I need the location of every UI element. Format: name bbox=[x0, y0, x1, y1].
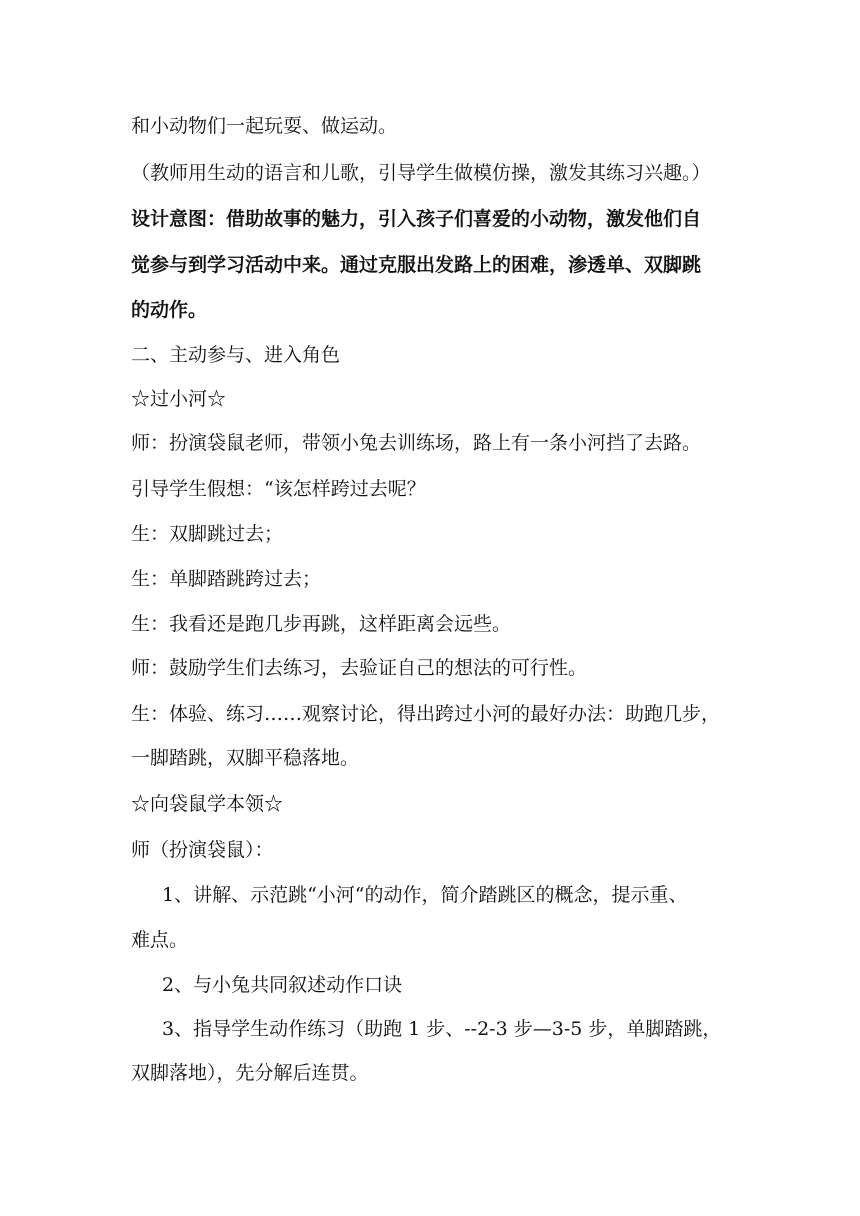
text-line: 师（扮演袋鼠）： bbox=[131, 839, 274, 861]
subsection-heading: ☆过小河☆ bbox=[131, 388, 227, 410]
text-line: 生：体验、练习……观察讨论，得出跨过小河的最好办法：助跑几步， bbox=[131, 703, 721, 725]
text-line: 难点。 bbox=[131, 929, 189, 951]
text-line: （教师用生动的语言和儿歌，引导学生做模仿操，激发其练习兴趣。） bbox=[131, 162, 711, 184]
text-line: 生：单脚踏跳跨过去； bbox=[131, 568, 322, 590]
text-line: 生：我看还是跑几步再跳，这样距离会远些。 bbox=[131, 613, 512, 635]
text-line: 师：扮演袋鼠老师，带领小兔去训练场，路上有一条小河挡了去路。 bbox=[131, 432, 702, 454]
text-line: 和小动物们一起玩耍、做运动。 bbox=[131, 115, 398, 137]
text-line: 生：双脚跳过去； bbox=[131, 523, 284, 545]
list-item: 2、与小兔共同叙述动作口诀 bbox=[162, 974, 403, 996]
design-intent-line: 觉参与到学习活动中来。通过克服出发路上的困难，渗透单、双脚跳 bbox=[131, 254, 702, 276]
design-intent-line: 设计意图：借助故事的魅力，引入孩子们喜爱的小动物，激发他们自 bbox=[131, 208, 702, 230]
list-item: 3、指导学生动作练习（助跑 1 步、--2-3 步—3-5 步，单脚踏跳， bbox=[162, 1018, 722, 1040]
design-intent-line: 的动作。 bbox=[131, 299, 208, 321]
subsection-heading: ☆向袋鼠学本领☆ bbox=[131, 793, 284, 815]
text-line: 双脚落地），先分解后连贯。 bbox=[131, 1062, 369, 1084]
text-line: 引导学生假想：“该怎样跨过去呢？ bbox=[131, 478, 426, 500]
text-line: 师：鼓励学生们去练习，去验证自己的想法的可行性。 bbox=[131, 657, 588, 679]
list-item: 1、讲解、示范跳“小河“的动作，简介踏跳区的概念，提示重、 bbox=[162, 884, 688, 906]
text-line: 一脚踏跳，双脚平稳落地。 bbox=[131, 747, 360, 769]
section-heading: 二、主动参与、进入角色 bbox=[131, 344, 341, 366]
